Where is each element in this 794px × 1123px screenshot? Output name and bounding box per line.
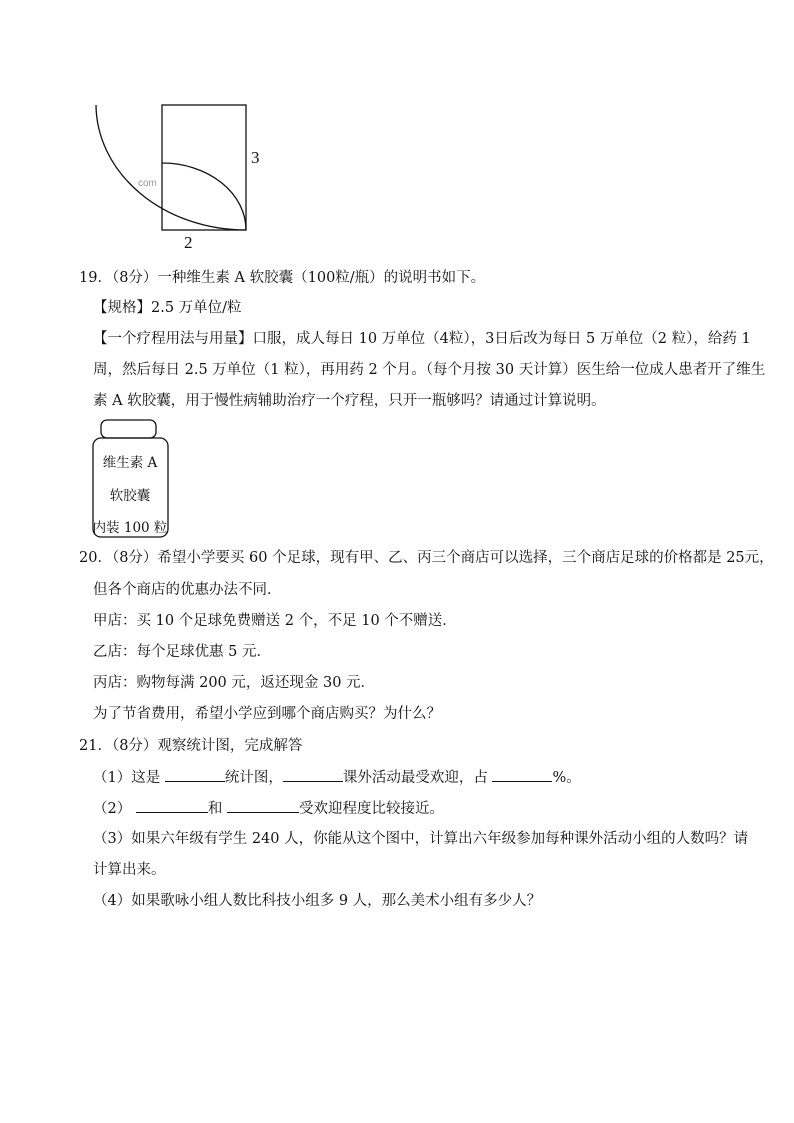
geometry-figure [88,100,268,235]
figure-rectangle [162,105,246,230]
q21-part-2-text-b: 和 [207,801,223,817]
q21-blank-activity-1[interactable] [136,798,208,813]
bottle-line-1: 维生素 A [102,455,158,471]
bottle-line-3: 内装 100 粒 [92,520,168,536]
q21-part-3-line-1: （3）如果六年级有学生 240 人，你能从这个图中，计算出六年级参加每种课外活动小组的人数吗？请 [93,831,749,847]
q21-blank-percent[interactable] [492,767,552,782]
q19-spec: 【规格】2.5 万单位/粒 [93,300,242,316]
q20-shop-a: 甲店：买 10 个足球免费赠送 2 个，不足 10 个不赠送． [93,613,457,629]
q21-part-2-text-a: （2） [93,801,132,817]
q20-question: 为了节省费用，希望小学应到哪个商店购买？为什么？ [93,706,441,722]
q21-blank-activity-2[interactable] [227,798,299,813]
q21-part-2 [93,798,444,819]
figure-width-label: 2 [184,233,193,252]
q19-usage-line-2: 周，然后每日 2.5 万单位（1 粒），再用药 2 个月。（每个月按 30 天计算）医生给一位成人患者开了维生 [93,362,766,378]
q21-part-1-text-c: 课外活动最受欢迎，占 [342,770,488,786]
q21-part-3-line-2: 计算出来。 [93,862,166,878]
figure-height-label: 3 [251,148,260,167]
figure-large-arc [96,105,246,230]
q20-shop-c: 丙店：购物每满 200 元，返还现金 30 元． [93,675,376,691]
q19-header: 19．（8分）一种维生素 A 软胶囊（100粒/瓶）的说明书如下。 [79,270,486,286]
q21-part-1-text-b: 统计图， [224,770,283,786]
q21-part-4: （4）如果歌咏小组人数比科技小组多 9 人，那么美术小组有多少人？ [93,893,542,909]
q21-blank-activity[interactable] [283,767,343,782]
q21-header: 21．（8分）观察统计图，完成解答 [79,738,303,754]
figure-small-arc [162,163,246,230]
q20-header-line-1: 20．（8分）希望小学要买 60 个足球，现有甲、乙、丙三个商店可以选择，三个商店足球的价格都是 25元， [79,550,774,566]
q21-part-1-text-a: （1）这是 [93,770,161,786]
q19-usage-line-3: 素 A 软胶囊，用于慢性病辅助治疗一个疗程，只开一瓶够吗？请通过计算说明。 [93,393,606,409]
q20-shop-b: 乙店：每个足球优惠 5 元． [93,644,271,660]
q21-part-1 [93,767,581,788]
bottle-line-2: 软胶囊 [109,488,151,504]
q21-part-2-text-c: 受欢迎程度比较接近。 [298,801,444,817]
bottle-cap [101,420,156,438]
watermark-text: com [138,178,157,189]
q21-blank-chart-type[interactable] [165,767,225,782]
q19-usage-line-1: 【一个疗程用法与用量】口服，成人每日 10 万单位（4粒），3日后改为每日 5 万单位（2 粒），给药 1 [93,331,751,347]
q20-header-line-2: 但各个商店的优惠办法不同． [93,582,282,598]
q21-part-1-text-d: %。 [552,770,581,786]
